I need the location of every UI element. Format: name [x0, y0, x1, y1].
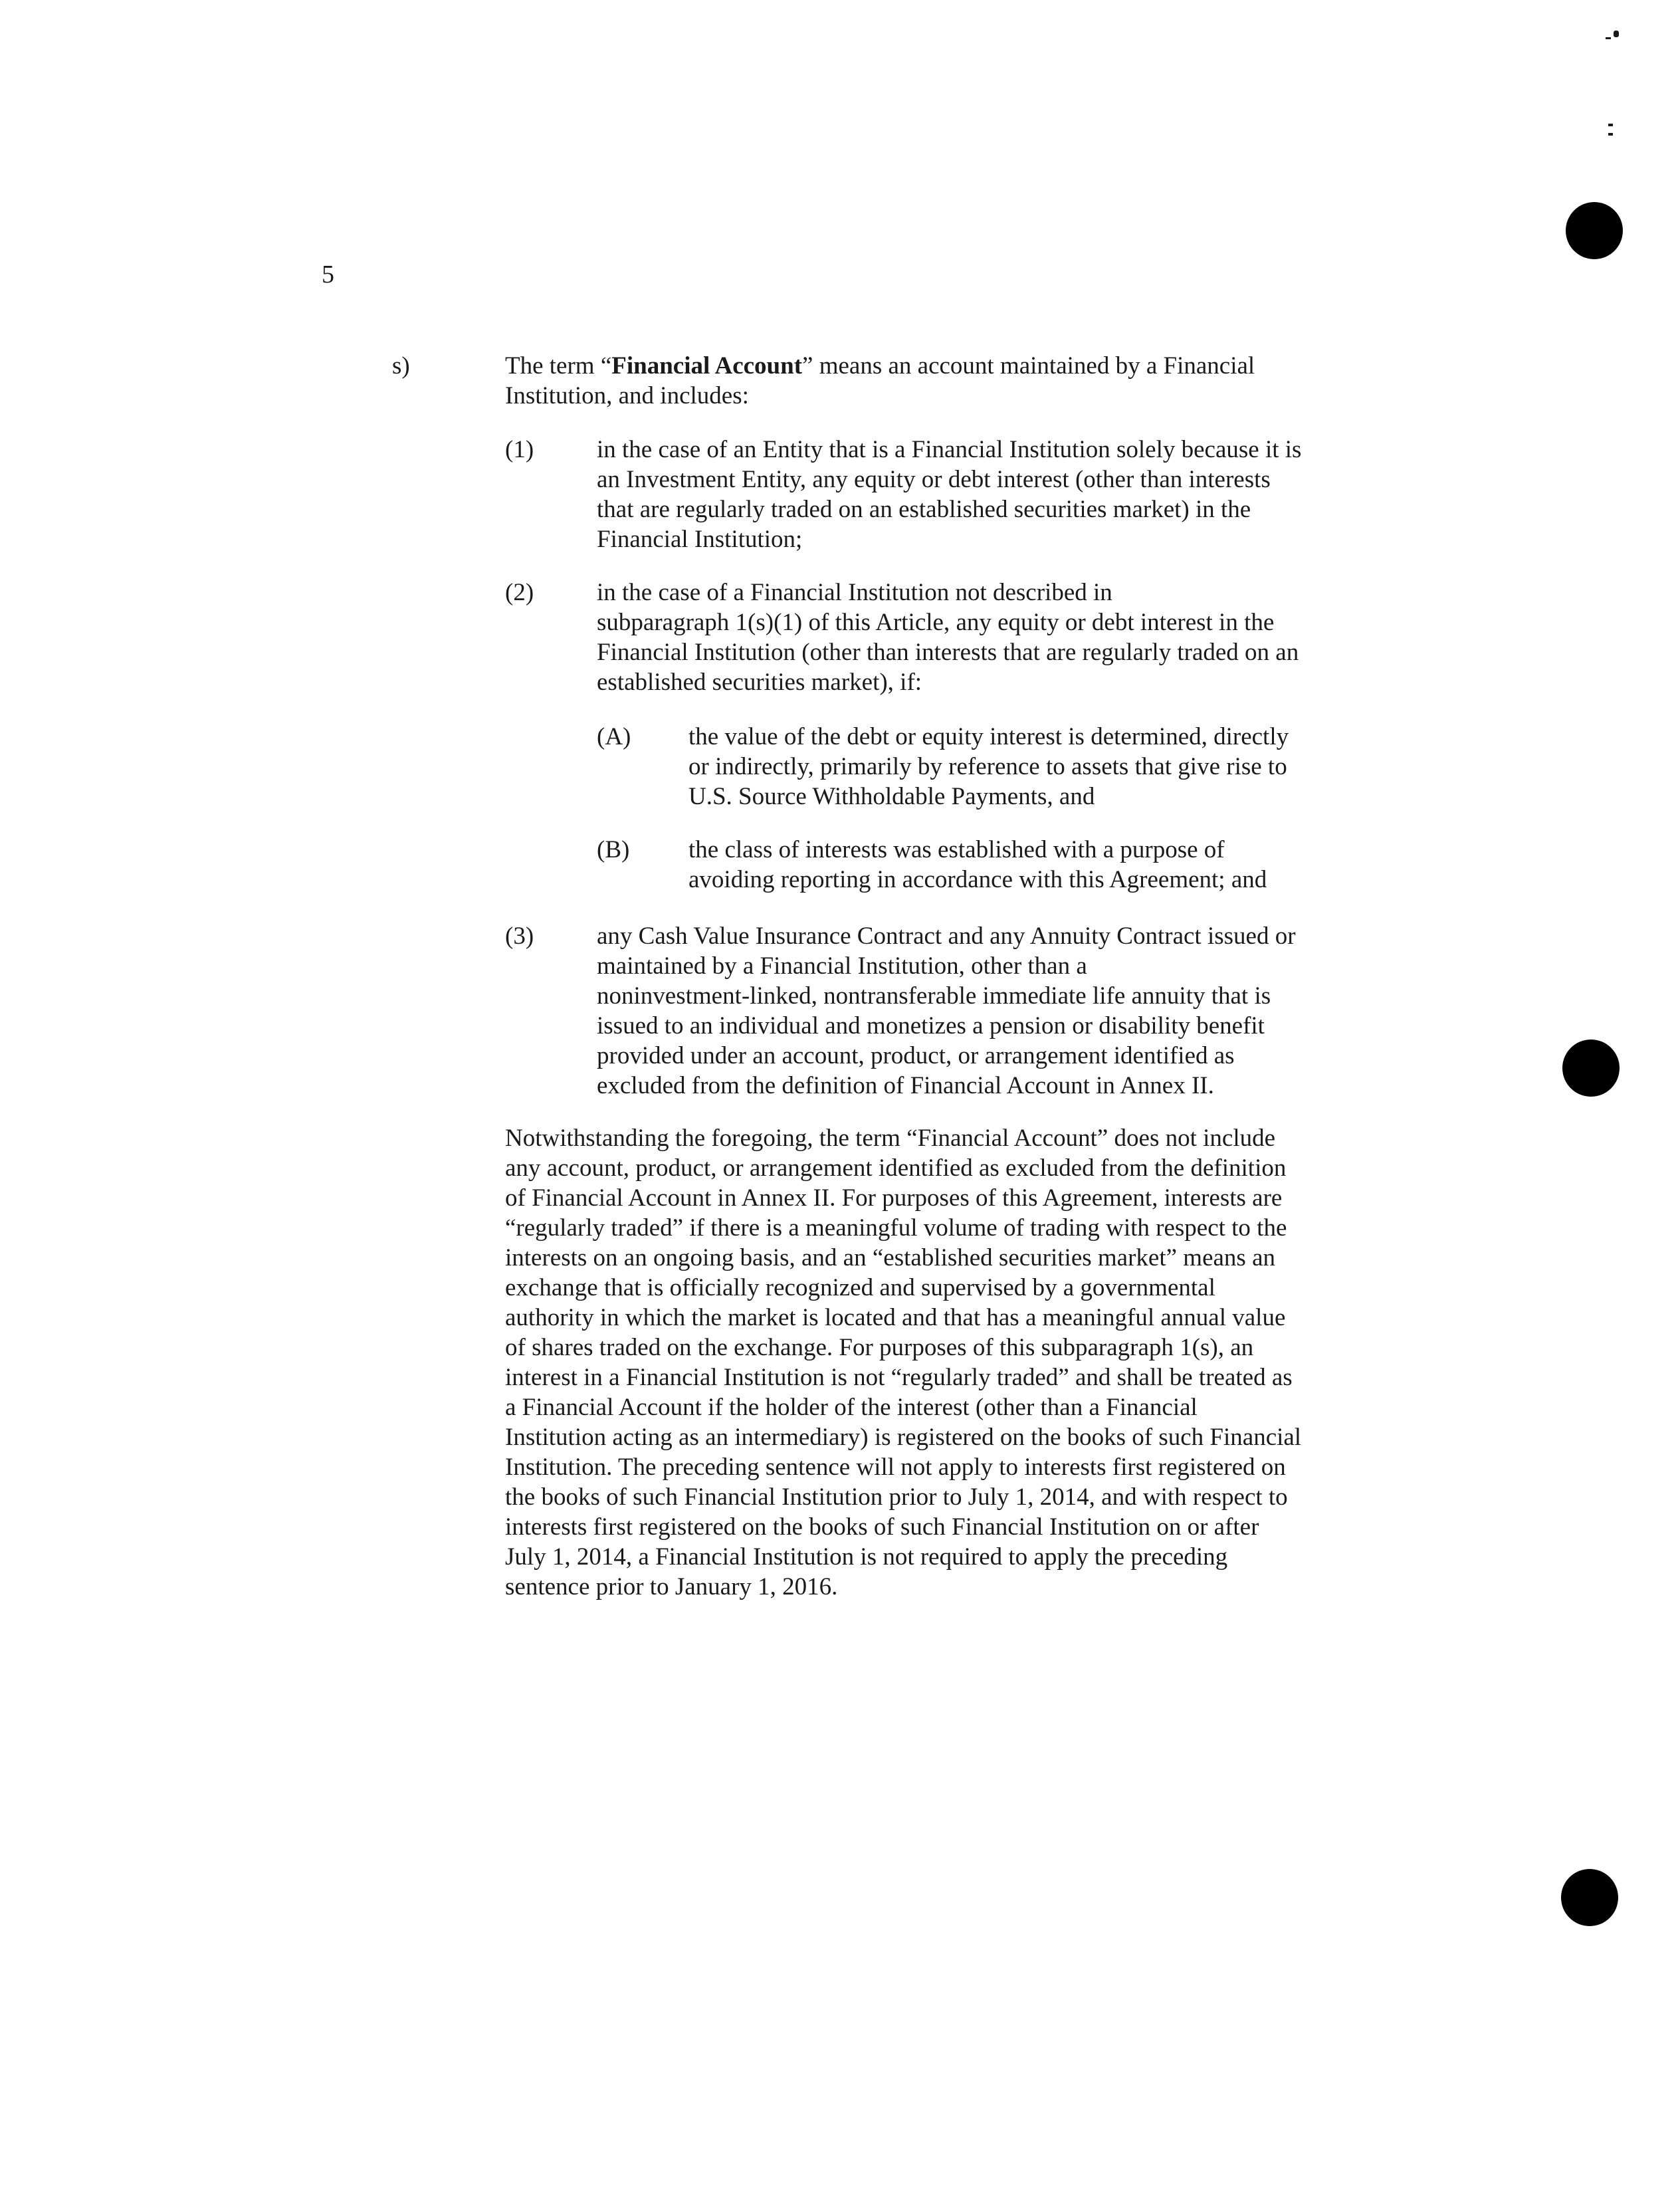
scan-speck [1608, 133, 1613, 136]
section-intro-line: The term “Financial Account” means an account maintained by a Financial [505, 352, 1255, 380]
scan-speck [1614, 31, 1619, 37]
item-text: in the case of an Entity that is a Financial Institution solely because it is an Investment Entity, any equity or debt interest (other than interests that are regularly traded on an established securities market) in the Financial Institution; [597, 436, 1302, 553]
defined-term: Financial Account [611, 352, 803, 380]
scan-speck [1606, 37, 1611, 39]
subitem-text: the class of interests was established with a purpose of avoiding reporting in accordance with this Agreement; and [688, 836, 1267, 893]
punch-hole-middle [1562, 1039, 1620, 1097]
item-label: (1) [505, 436, 534, 463]
section-label: s) [392, 352, 410, 380]
page-number: 5 [322, 261, 334, 288]
item-text: any Cash Value Insurance Contract and any Annuity Contract issued or maintained by a Financial Institution, other than a noninvestment-linked, nontransferable immediate life annuity that is issued to an individual and monetizes a pension or disability benefit provided under an account, product, or arrangement identified as excluded from the definition of Financial Account in Annex II. [597, 923, 1296, 1099]
scan-speck [1608, 124, 1613, 126]
item-text: in the case of a Financial Institution not described in subparagraph 1(s)(1) of this Article, any equity or debt interest in the Financial Institution (other than interests that are regularly traded on an established securities market), if: [597, 579, 1299, 696]
item-label: (2) [505, 579, 534, 606]
subitem-label: (B) [597, 836, 630, 863]
item-label: (3) [505, 923, 534, 950]
section-intro [505, 351, 1255, 411]
subitem-text: the value of the debt or equity interest is determined, directly or indirectly, primarily by reference to assets that give rise to U.S. Source Withholdable Payments, and [688, 723, 1289, 810]
punch-hole-bottom [1561, 1869, 1618, 1926]
section-intro-line: Institution, and includes: [505, 382, 749, 409]
punch-hole-top [1566, 202, 1623, 259]
closing-paragraph: Notwithstanding the foregoing, the term “Financial Account” does not include any account, product, or arrangement identified as excluded from the definition of Financial Account in Annex II. For purposes of this Agreement, interests are “regularly traded” if there is a meaningful volume of trading with respect to the interests on an ongoing basis, and an “established securities market” means an exchange that is officially recognized and supervised by a governmental authority in which the market is located and that has a meaningful annual value of shares traded on the exchange. For purposes of this subparagraph 1(s), an interest in a Financial Institution is not “regularly traded” and shall be treated as a Financial Account if the holder of the interest (other than a Financial Institution acting as an intermediary) is registered on the books of such Financial Institution. The preceding sentence will not apply to interests first registered on the books of such Financial Institution prior to July 1, 2014, and with respect to interests first registered on the books of such Financial Institution on or after July 1, 2014, a Financial Institution is not required to apply the preceding sentence prior to January 1, 2016. [505, 1125, 1302, 1600]
subitem-label: (A) [597, 723, 631, 750]
